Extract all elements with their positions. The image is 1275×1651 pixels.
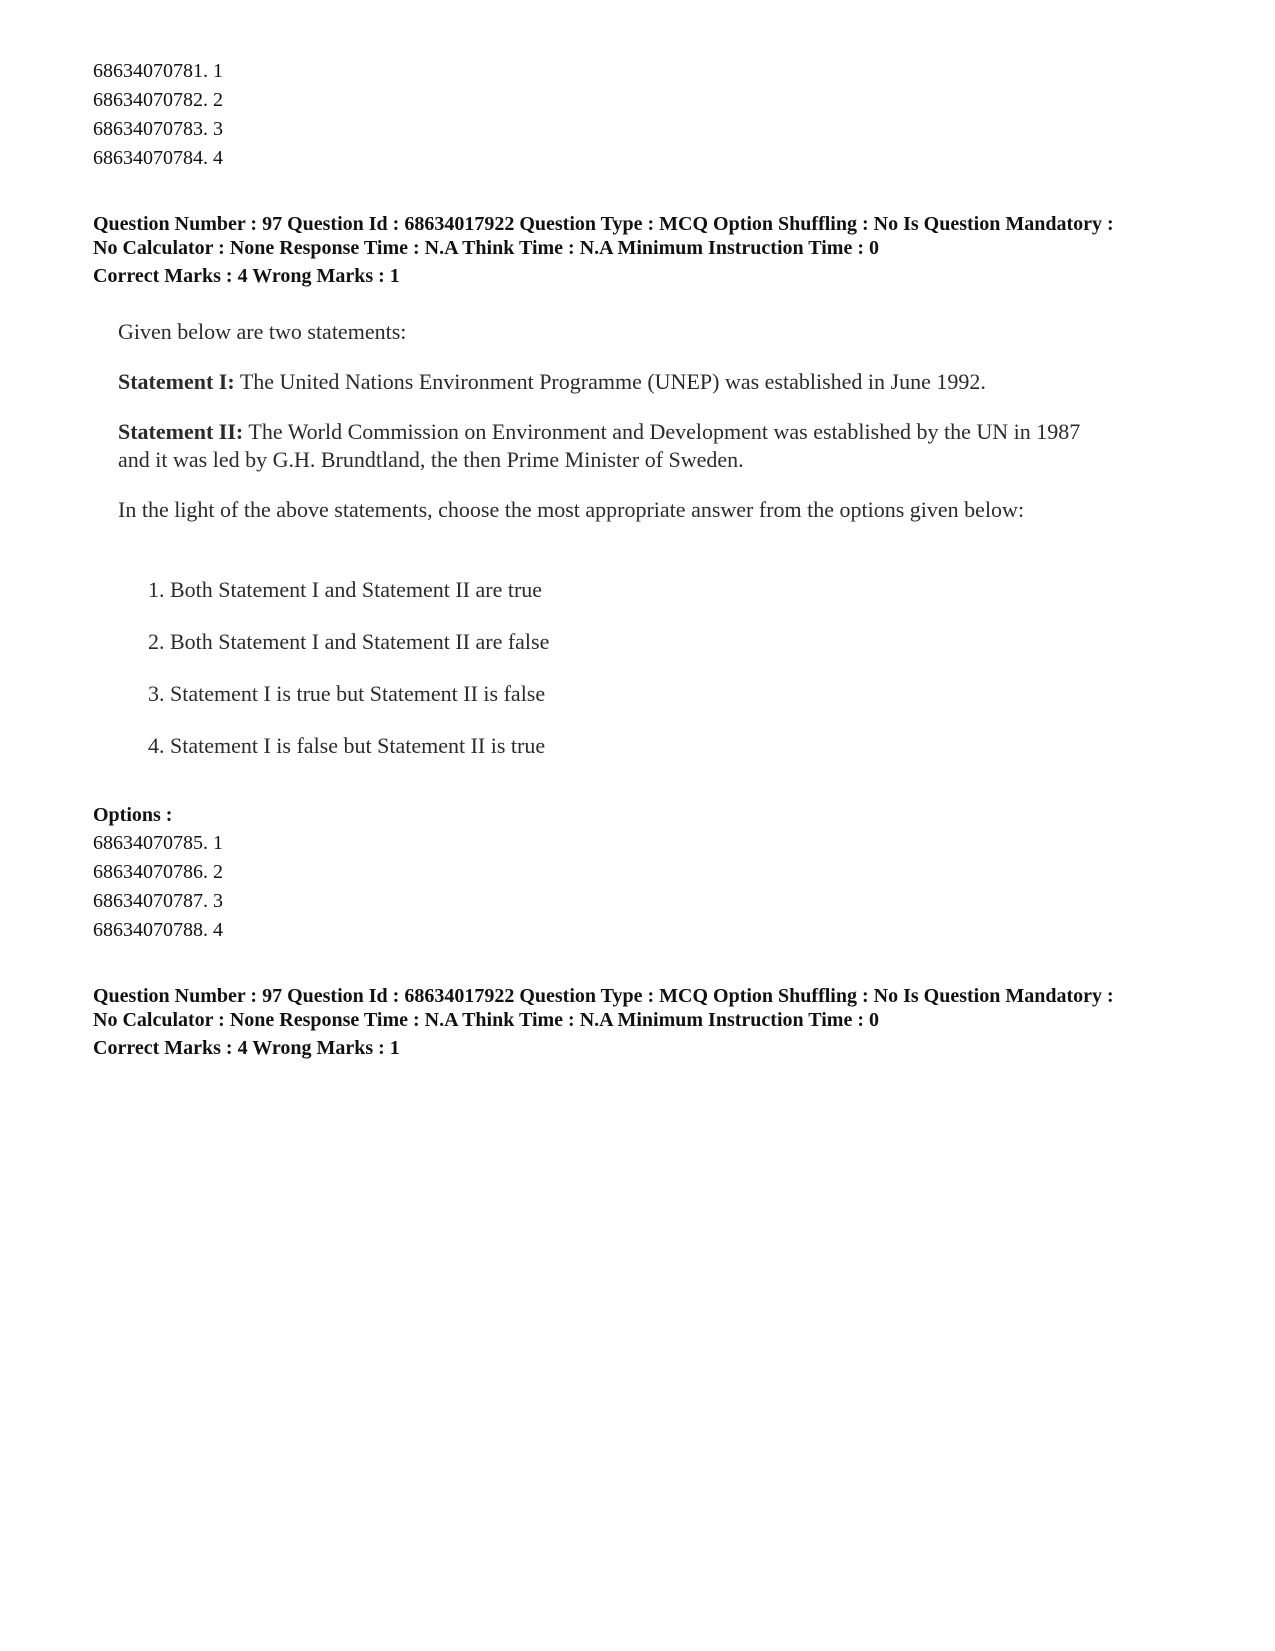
choice-item: 1. Both Statement I and Statement II are true	[148, 577, 543, 602]
next-question-meta-line-2: No Calculator : None Response Time : N.A Think Time : N.A Minimum Instruction Time : 0	[93, 1009, 879, 1031]
question-marks: Correct Marks : 4 Wrong Marks : 1	[93, 265, 400, 287]
statement-1-label: Statement I:	[118, 369, 235, 394]
option-line: 68634070785. 1	[93, 832, 223, 854]
option-line: 68634070781. 1	[93, 60, 223, 82]
statement-1-text: The United Nations Environment Programme (UNEP) was established in June 1992.	[239, 369, 986, 394]
choice-item: 2. Both Statement I and Statement II are false	[148, 629, 550, 654]
question-meta-line-2: No Calculator : None Response Time : N.A Think Time : N.A Minimum Instruction Time : 0	[93, 237, 879, 259]
next-question-meta-block	[93, 984, 1213, 1060]
statement-2-label: Statement II:	[118, 419, 244, 444]
choice-item: 3. Statement I is true but Statement II is false	[148, 681, 546, 706]
option-line: 68634070784. 4	[93, 147, 223, 169]
question-direction: In the light of the above statements, choose the most appropriate answer from the options given below:	[118, 497, 1025, 522]
next-question-marks: Correct Marks : 4 Wrong Marks : 1	[93, 1037, 400, 1059]
statement-2-text-a: The World Commission on Environment and Development was established by the UN in 1987	[248, 419, 1081, 444]
statement-2-text-b: and it was led by G.H. Brundtland, the then Prime Minister of Sweden.	[118, 447, 744, 472]
statement-1	[118, 368, 1178, 396]
previous-options-list	[93, 57, 223, 173]
statement-2	[118, 418, 1178, 474]
question-meta-block	[93, 212, 1213, 288]
option-line: 68634070786. 2	[93, 861, 223, 883]
choice-item: 4. Statement I is false but Statement II is true	[148, 733, 546, 758]
question-intro: Given below are two statements:	[118, 319, 407, 344]
options-label: Options :	[93, 804, 173, 826]
question-body	[118, 318, 1178, 784]
next-question-meta-line-1: Question Number : 97 Question Id : 68634017922 Question Type : MCQ Option Shuffling : No Is Question Mandatory :	[93, 985, 1114, 1007]
question-choices	[148, 576, 1178, 760]
option-line: 68634070782. 2	[93, 89, 223, 111]
option-line: 68634070787. 3	[93, 890, 223, 912]
option-line: 68634070783. 3	[93, 118, 223, 140]
options-list	[93, 829, 223, 945]
question-meta-line-1: Question Number : 97 Question Id : 68634017922 Question Type : MCQ Option Shuffling : No Is Question Mandatory :	[93, 213, 1114, 235]
option-line: 68634070788. 4	[93, 919, 223, 941]
